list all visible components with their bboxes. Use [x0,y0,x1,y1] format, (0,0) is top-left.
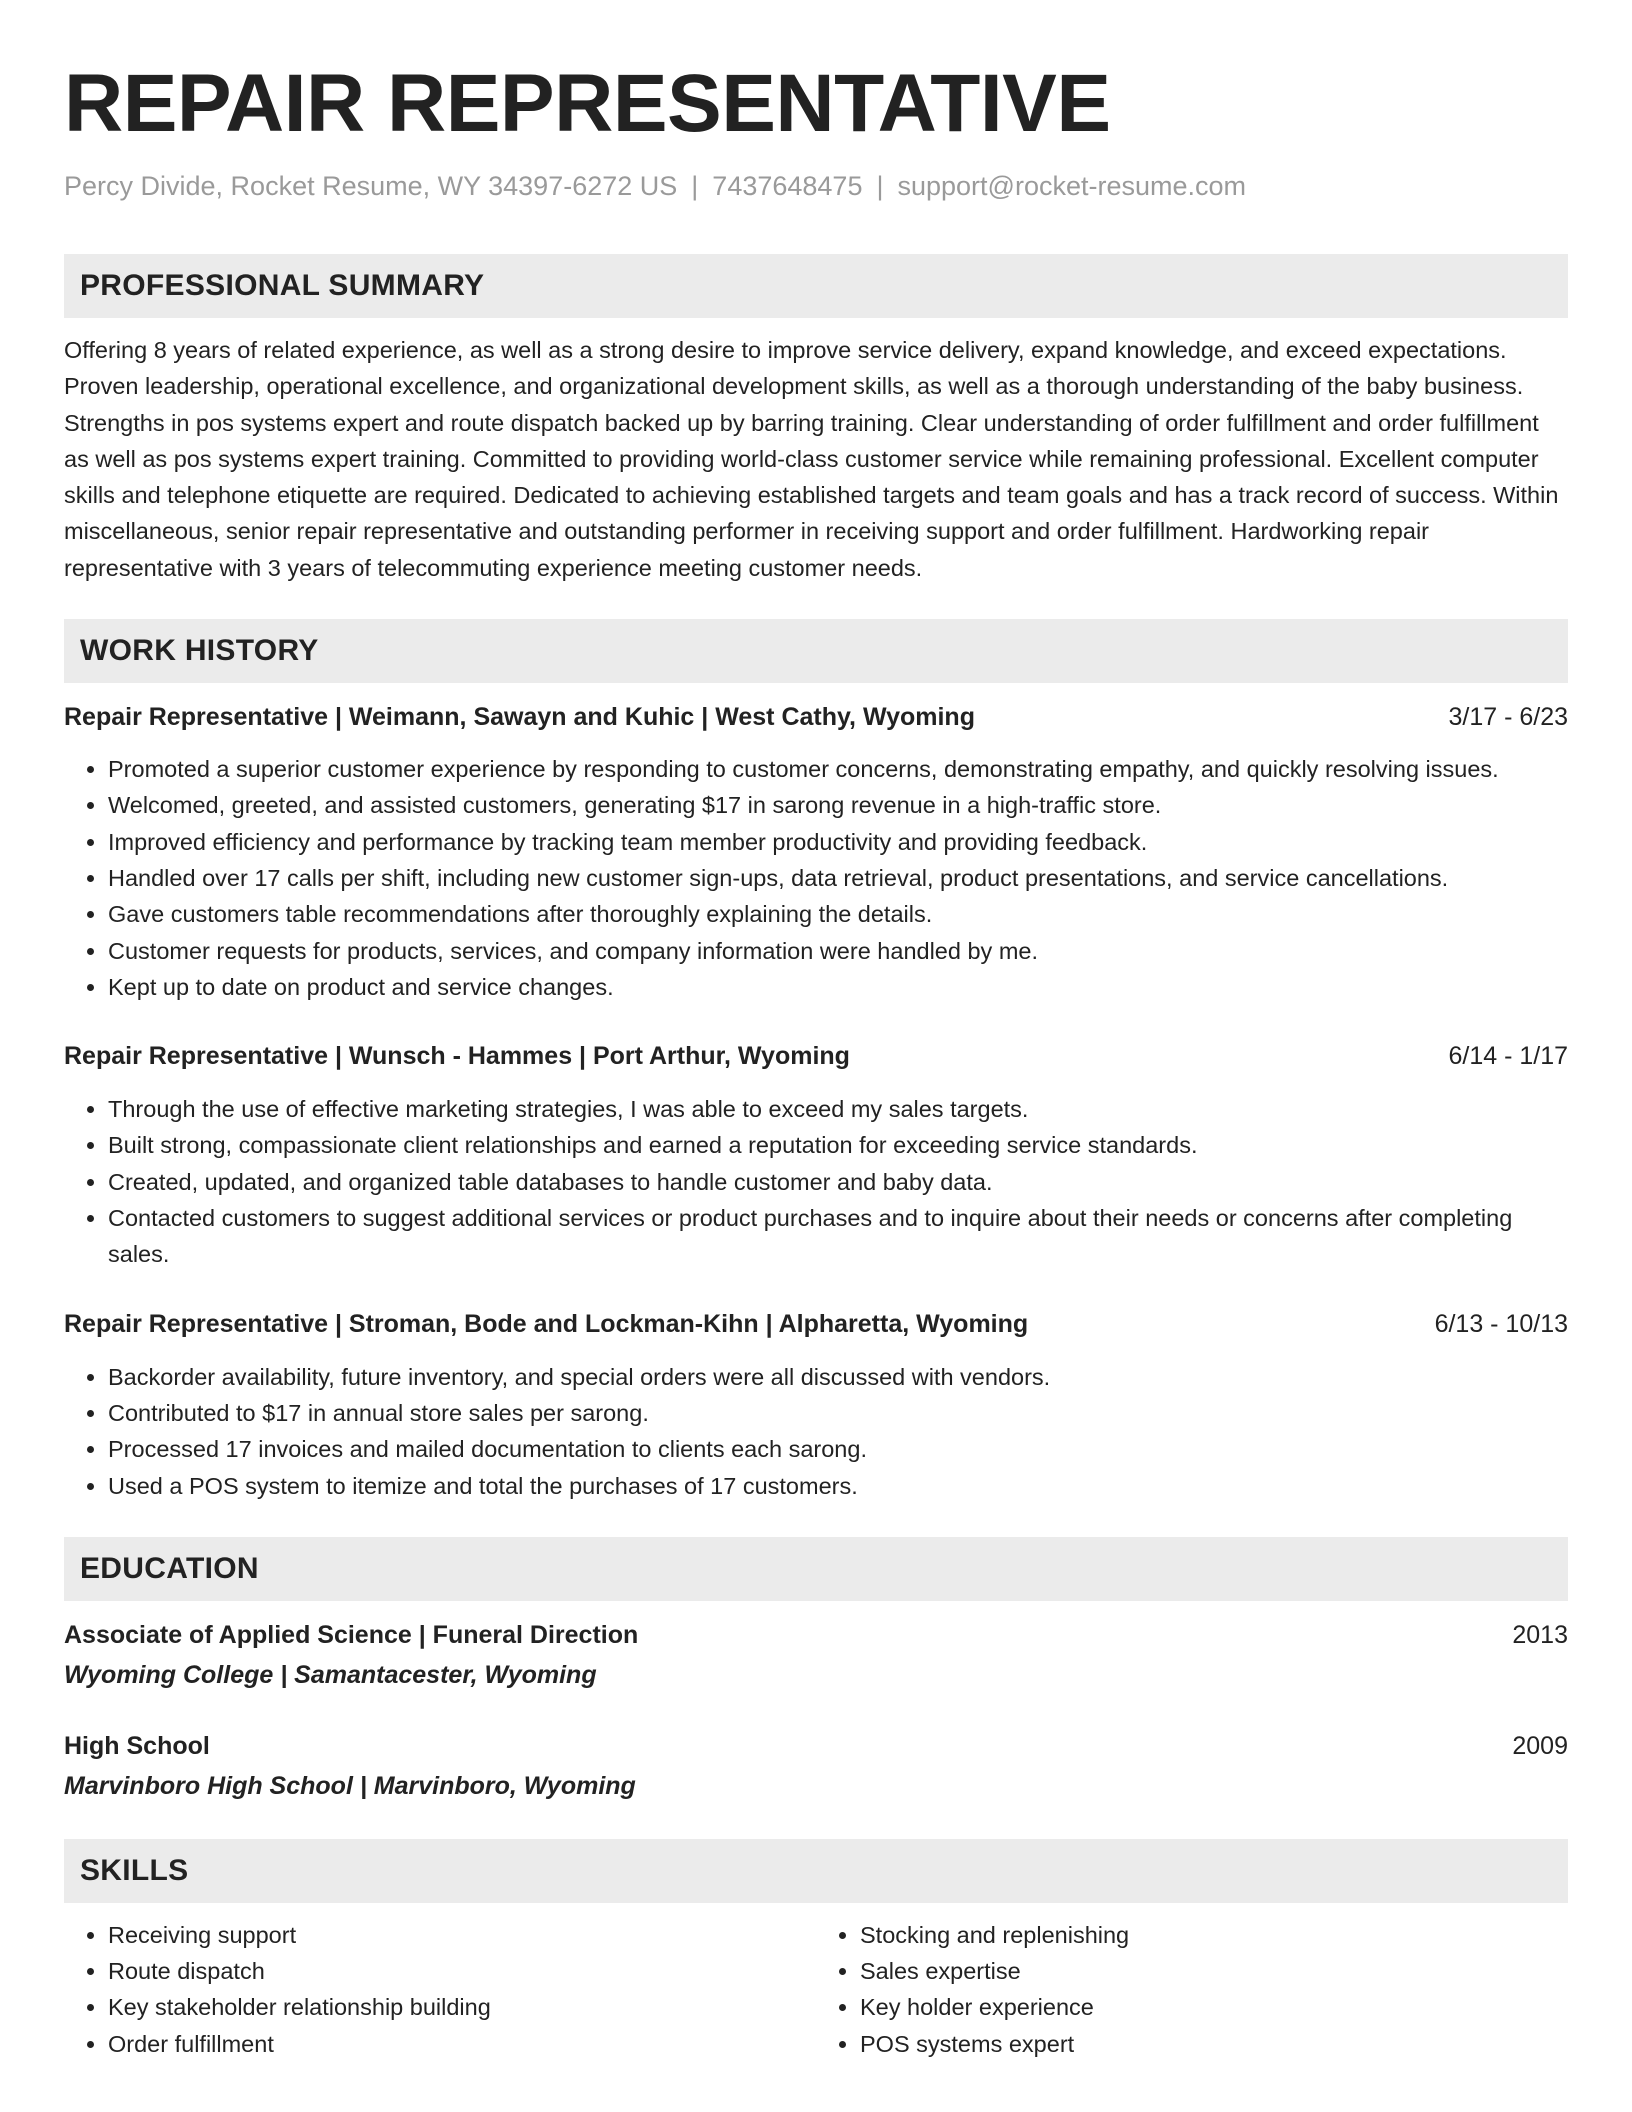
job-bullet: • Gave customers table recommendations after thoroughly explaining the details. [108,896,1568,932]
contact-address: Percy Divide, Rocket Resume, WY 34397-6272 US [64,171,678,201]
education-school: Wyoming College | Samantacester, Wyoming [64,1660,597,1689]
skill-item: • Route dispatch [108,1953,816,1989]
contact-email: support@rocket-resume.com [897,171,1247,201]
education-entry [64,1728,1568,1806]
job-bullet: • Contributed to $17 in annual store sales per sarong. [108,1395,1568,1431]
section-heading-skills: SKILLS [64,1839,1568,1903]
job-header [64,699,1568,735]
education-entry [64,1617,1568,1695]
job-date: 3/17 - 6/23 [1448,703,1568,732]
job-bullet: • Backorder availability, future inventory, and special orders were all discussed with vendors. [108,1359,1568,1395]
skills-column-right [816,1917,1568,2062]
job-bullets [64,1359,1568,1504]
skill-item: • Receiving support [108,1917,816,1953]
skill-item: • Order fulfillment [108,2026,816,2062]
job-date: 6/13 - 10/13 [1434,1309,1568,1338]
section-heading-summary: PROFESSIONAL SUMMARY [64,254,1568,318]
job-entry [64,699,1568,1005]
section-heading-education: EDUCATION [64,1537,1568,1601]
education-school: Marvinboro High School | Marvinboro, Wyoming [64,1771,636,1800]
job-bullet: • Handled over 17 calls per shift, including new customer sign-ups, data retrieval, product presentations, and service cancellations. [108,860,1568,896]
job-entry [64,1038,1568,1272]
job-bullet: • Promoted a superior customer experience by responding to customer concerns, demonstrating empathy, and quickly resolving issues. [108,751,1568,787]
education-header [64,1617,1568,1653]
contact-phone: 7437648475 [712,171,863,201]
education-date: 2009 [1512,1731,1568,1760]
skill-item: • Stocking and replenishing [860,1917,1568,1953]
job-date: 6/14 - 1/17 [1448,1042,1568,1071]
skills-column-left [64,1917,816,2062]
job-bullet: • Improved efficiency and performance by tracking team member productivity and providing feedback. [108,824,1568,860]
job-title: Repair Representative | Stroman, Bode and Lockman-Kihn | Alpharetta, Wyoming [64,1309,1029,1338]
job-bullet: • Through the use of effective marketing strategies, I was able to exceed my sales targets. [108,1091,1568,1127]
job-entry [64,1306,1568,1504]
skill-item: • Key stakeholder relationship building [108,1989,816,2025]
job-header [64,1038,1568,1074]
job-bullet: • Customer requests for products, services, and company information were handled by me. [108,933,1568,969]
skills-grid [64,1917,1568,2062]
education-degree: High School [64,1731,210,1760]
education-header [64,1728,1568,1764]
contact-separator: | [691,171,699,201]
education-date: 2013 [1512,1620,1568,1649]
contact-separator: | [876,171,884,201]
skill-item: • POS systems expert [860,2026,1568,2062]
job-bullet: • Created, updated, and organized table databases to handle customer and baby data. [108,1164,1568,1200]
job-bullet: • Processed 17 invoices and mailed documentation to clients each sarong. [108,1431,1568,1467]
skill-item: • Sales expertise [860,1953,1568,1989]
job-bullet: • Welcomed, greeted, and assisted customers, generating $17 in sarong revenue in a high-traffic store. [108,787,1568,823]
job-bullet: • Kept up to date on product and service changes. [108,969,1568,1005]
job-bullet: • Contacted customers to suggest additional services or product purchases and to inquire about their needs or concerns after completing sales. [108,1200,1568,1273]
job-bullet: • Used a POS system to itemize and total the purchases of 17 customers. [108,1468,1568,1504]
job-title: Repair Representative | Wunsch - Hammes | Port Arthur, Wyoming [64,1042,850,1071]
job-header [64,1306,1568,1342]
job-bullet: • Built strong, compassionate client relationships and earned a reputation for exceeding service standards. [108,1127,1568,1163]
education-degree: Associate of Applied Science | Funeral Direction [64,1620,639,1649]
resume-name: REPAIR REPRESENTATIVE [64,58,1111,149]
job-title: Repair Representative | Weimann, Sawayn and Kuhic | West Cathy, Wyoming [64,703,975,732]
job-bullets [64,1091,1568,1272]
job-bullets [64,751,1568,1005]
contact-line [64,168,1568,204]
section-heading-work: WORK HISTORY [64,619,1568,683]
skill-item: • Key holder experience [860,1989,1568,2025]
summary-text: Offering 8 years of related experience, as well as a strong desire to improve service delivery, expand knowledge, and exceed expectations. Proven leadership, operational excellence, and organizational development skills, as well as a thorough understanding of the baby business. Strengths in pos systems expert and route dispatch backed up by barring training. Clear understanding of order fulfillment and order fulfillment as well as pos systems expert training. Committed to providing world-class customer service while remaining professional. Excellent computer skills and telephone etiquette are required. Dedicated to achieving established targets and team goals and has a track record of success. Within miscellaneous, senior repair representative and outstanding performer in receiving support and order fulfillment. Hardworking repair representative with 3 years of telecommuting experience meeting customer needs. [64,337,1559,581]
